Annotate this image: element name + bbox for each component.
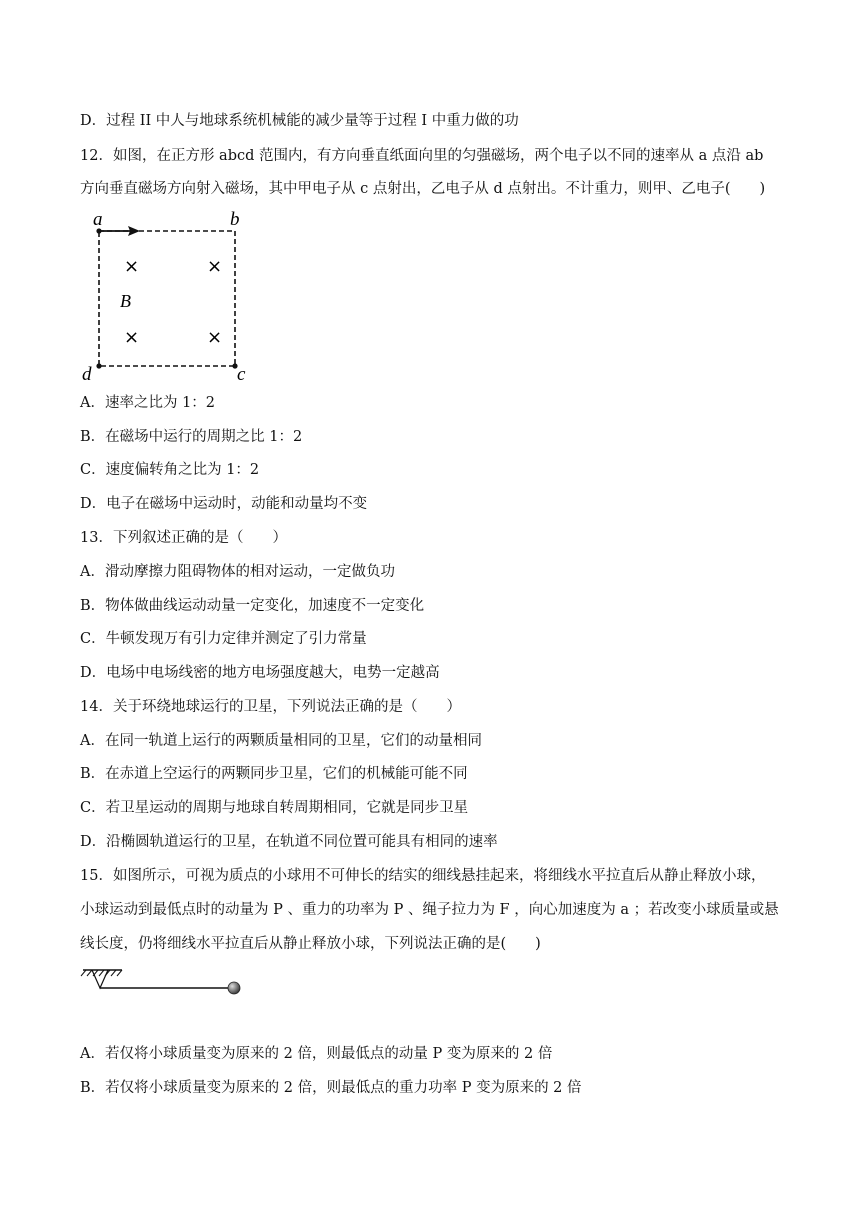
q13-option-b: B．物体做曲线运动动量一定变化，加速度不一定变化 <box>80 598 425 614</box>
q13-option-d: D．电场中电场线密的地方电场强度越大，电势一定越高 <box>80 665 440 681</box>
q14-option-b: B．在赤道上空运行的两颗同步卫星，它们的机械能可能不同 <box>80 766 468 782</box>
q12-option-a: A．速率之比为 1：2 <box>80 395 216 411</box>
q15-stem-line-2: 小球运动到最低点时的动量为 P 、重力的功率为 P 、绳子拉力为 F ，向心加速度为 a ；若改变小球质量或悬 <box>80 902 779 918</box>
q14-option-a: A．在同一轨道上运行的两颗质量相同的卫星，它们的动量相同 <box>80 733 482 749</box>
field-cross: × <box>124 327 140 348</box>
q14-option-d: D．沿椭圆轨道运行的卫星，在轨道不同位置可能具有相同的速率 <box>80 834 498 850</box>
q15-option-b: B．若仅将小球质量变为原来的 2 倍，则最低点的重力功率 P 变为原来的 2 倍 <box>80 1080 582 1096</box>
q15-option-a: A．若仅将小球质量变为原来的 2 倍，则最低点的动量 P 变为原来的 2 倍 <box>80 1046 553 1062</box>
q11-option-d: D．过程 II 中人与地球系统机械能的减少量等于过程 I 中重力做的功 <box>80 113 519 129</box>
q12-stem-line-1: 12．如图，在正方形 abcd 范围内，有方向垂直纸面向里的匀强磁场，两个电子以不同的速率从 a 点沿 ab <box>80 148 764 164</box>
q14-stem: 14．关于环绕地球运行的卫星，下列说法正确的是（ ） <box>80 699 461 715</box>
q12-option-d: D．电子在磁场中运动时，动能和动量均不变 <box>80 496 368 512</box>
pendulum-figure <box>80 966 250 1002</box>
q12-stem-line-2: 方向垂直磁场方向射入磁场，其中甲电子从 c 点射出，乙电子从 d 点射出。不计重力，则甲、乙电子( ) <box>80 181 766 197</box>
q13-option-c: C．牛顿发现万有引力定律并测定了引力常量 <box>80 631 367 647</box>
q13-option-a: A．滑动摩擦力阻碍物体的相对运动，一定做负功 <box>80 564 395 580</box>
pivot-support <box>92 970 108 988</box>
q12-option-c: C．速度偏转角之比为 1：2 <box>80 462 260 478</box>
label-field-B: B <box>120 291 131 311</box>
corner-d-dot <box>96 363 101 368</box>
q13-stem: 13．下列叙述正确的是（ ） <box>80 530 287 546</box>
q12-option-b: B．在磁场中运行的周期之比 1：2 <box>80 429 303 445</box>
field-cross: × <box>207 256 223 277</box>
ceiling-hatch <box>81 970 122 976</box>
q15-stem-line-3: 线长度，仍将细线水平拉直后从静止释放小球，下列说法正确的是( ) <box>80 936 541 952</box>
label-c: c <box>237 364 246 384</box>
label-d: d <box>82 364 92 384</box>
q15-stem-line-1: 15．如图所示，可视为质点的小球用不可伸长的结实的细线悬挂起来，将细线水平拉直后从静止释放小球， <box>80 868 766 884</box>
label-a: a <box>93 209 103 230</box>
field-cross: × <box>124 256 140 277</box>
label-b: b <box>230 209 240 230</box>
q14-option-c: C．若卫星运动的周期与地球自转周期相同，它就是同步卫星 <box>80 800 469 816</box>
magnetic-field-square-figure <box>78 206 258 384</box>
ball <box>228 982 240 994</box>
field-cross: × <box>207 327 223 348</box>
